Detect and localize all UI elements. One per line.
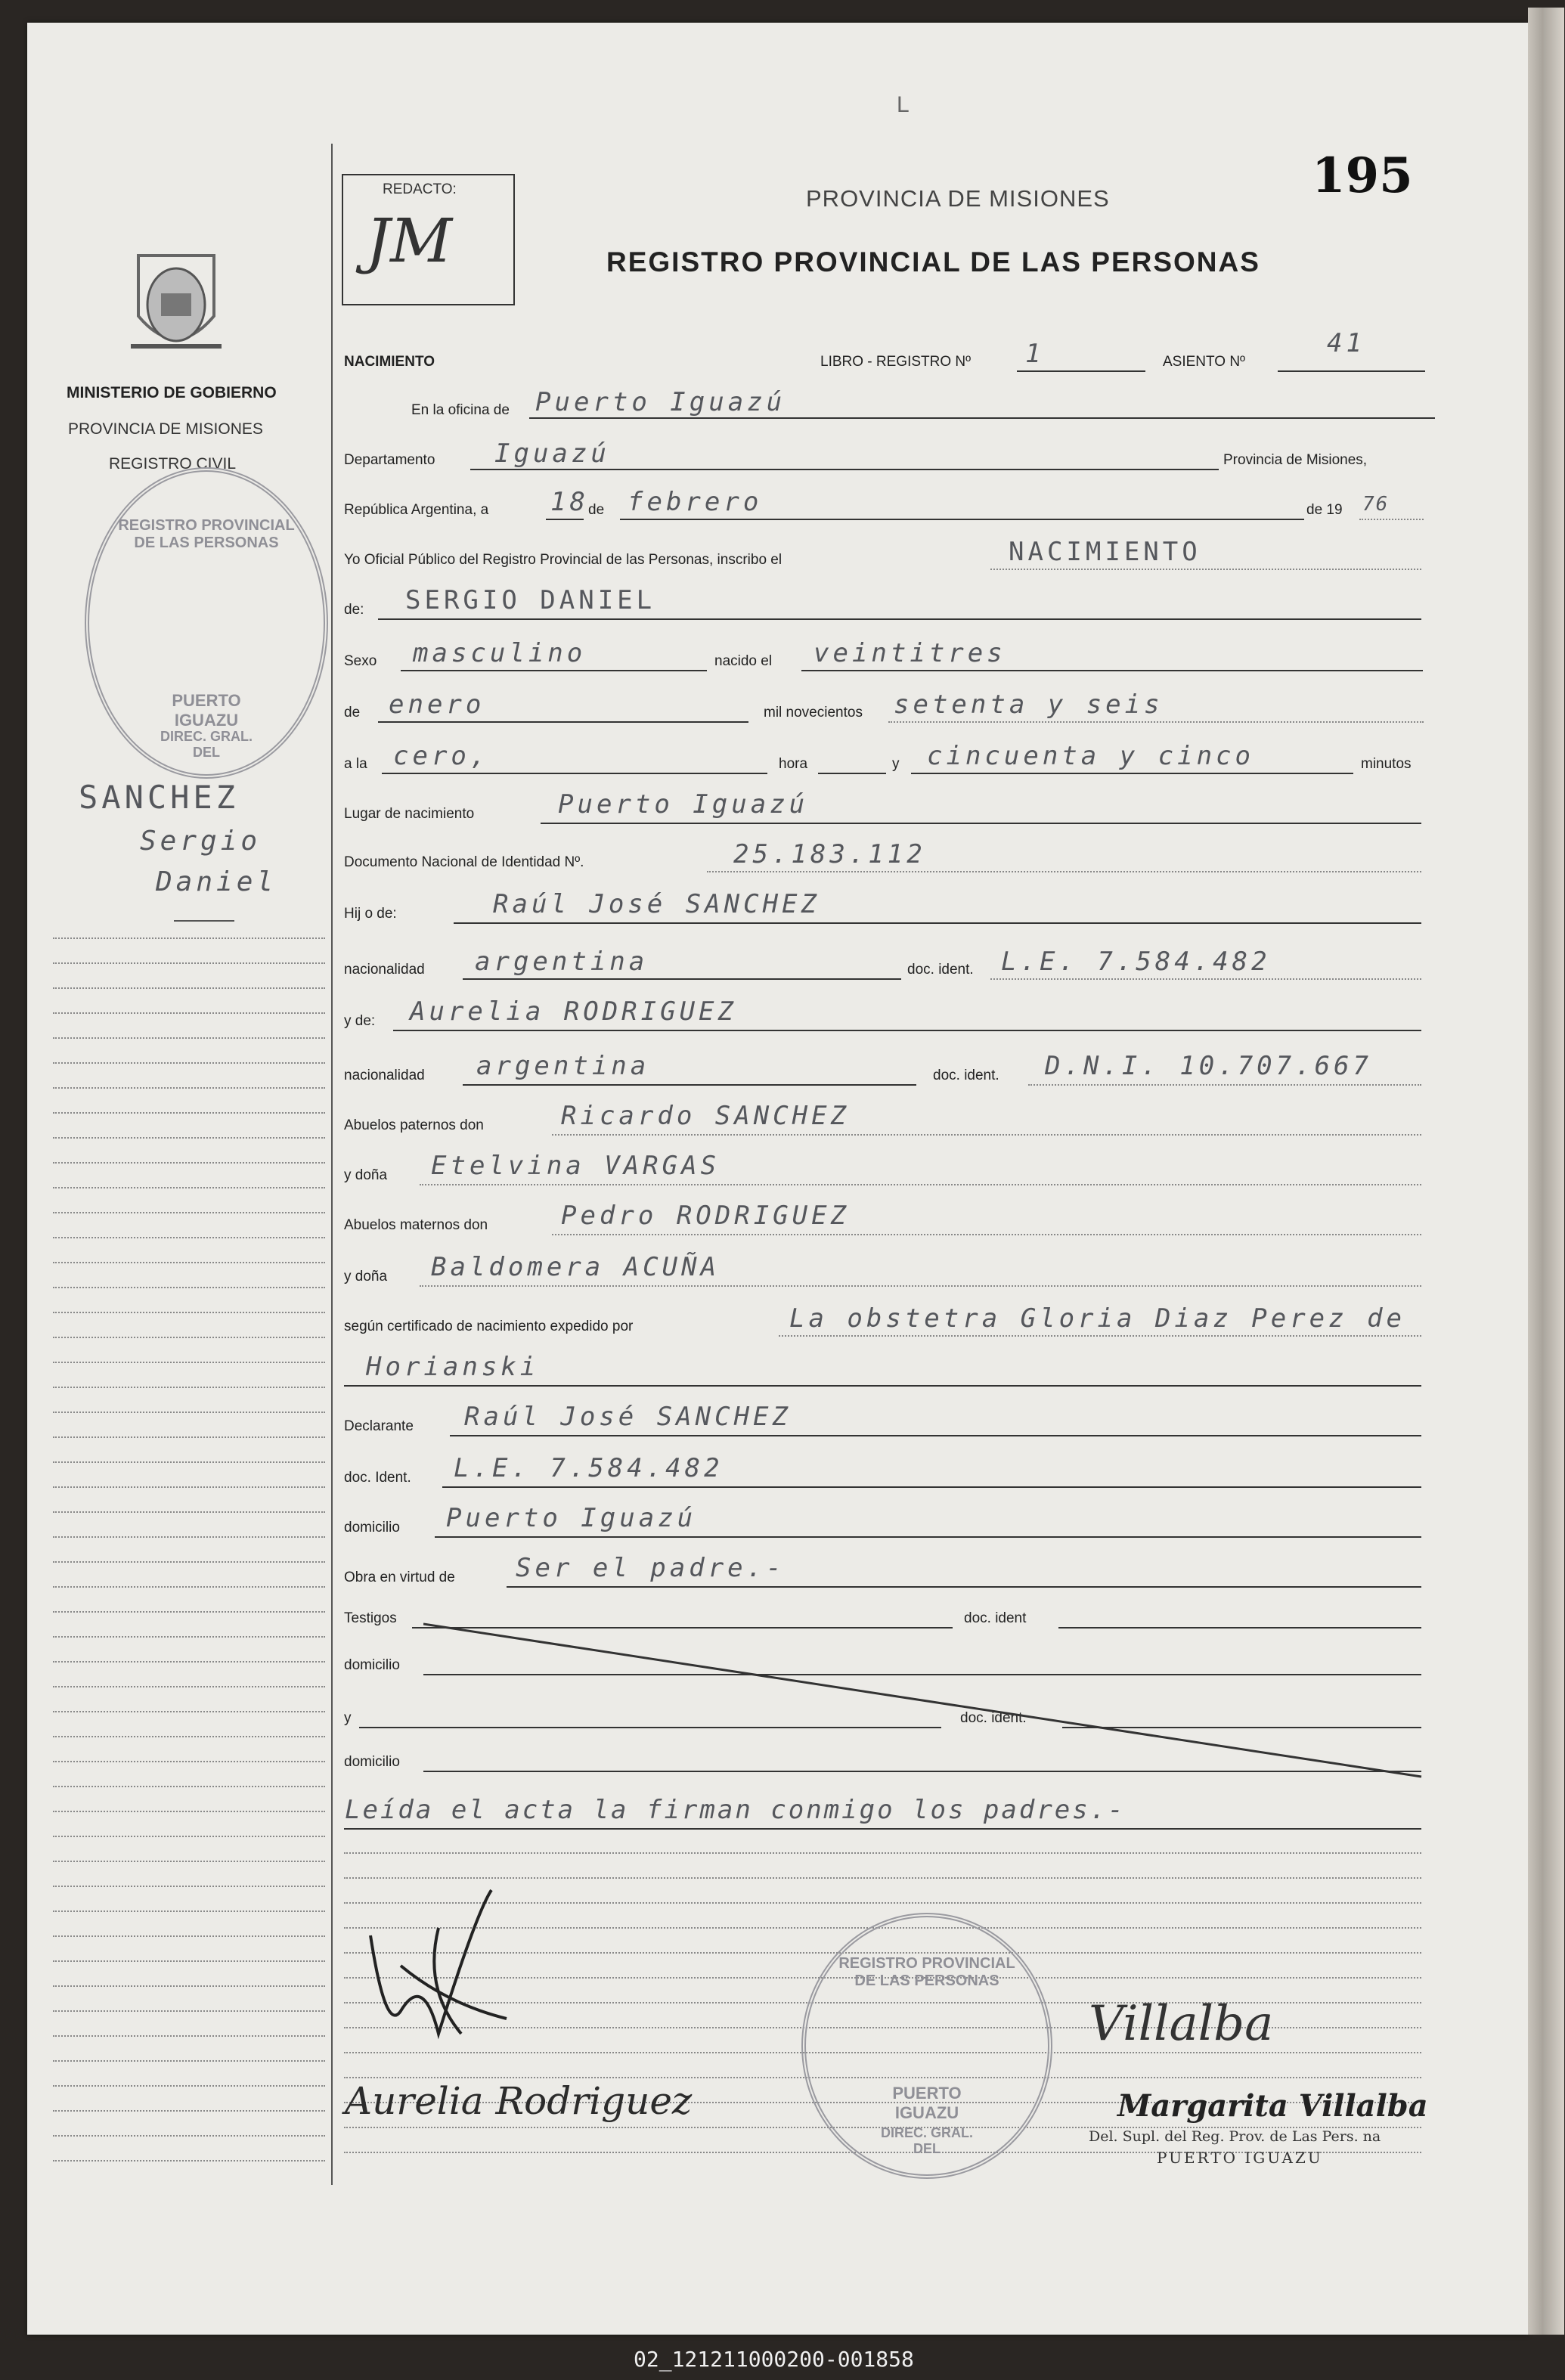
sidebar-civil-registry: REGISTRO CIVIL <box>109 455 237 473</box>
hijo-label: Hij o de: <box>344 906 397 922</box>
ruled-line <box>53 1886 325 1887</box>
ruled-line <box>344 1877 1421 1879</box>
mil-dots <box>888 721 1424 723</box>
a-la-label: a la <box>344 756 367 772</box>
anio-label: de 19 <box>1306 502 1343 518</box>
domicilio-line <box>435 1536 1421 1538</box>
ruled-line <box>53 1586 325 1588</box>
padre-line <box>454 922 1421 924</box>
ruled-line <box>53 1636 325 1638</box>
docid3-label: doc. Ident. <box>344 1470 411 1486</box>
testigos-label: Testigos <box>344 1610 397 1626</box>
official-signature: Villalba <box>1089 1996 1274 2052</box>
sidebar-ministry: MINISTERIO DE GOBIERNO <box>67 384 277 401</box>
docident-t1-label: doc. ident <box>964 1610 1027 1626</box>
cert-label: según certificado de nacimiento expedido por <box>344 1319 634 1334</box>
ruled-line <box>53 937 325 939</box>
ruled-line <box>53 1861 325 1862</box>
name-value: SERGIO DANIEL <box>405 585 656 615</box>
ruled-line <box>53 1686 325 1687</box>
cert-line-2 <box>344 1385 1421 1387</box>
stamp-left-city: PUERTO IGUAZU <box>172 691 241 730</box>
ruled-line <box>53 1212 325 1213</box>
abp-dots <box>552 1134 1421 1136</box>
registry-stamp-bottom <box>801 1913 1052 2179</box>
dni-label: Documento Nacional de Identidad Nº. <box>344 854 584 870</box>
de-mes-label: de <box>588 502 605 518</box>
ruled-line <box>53 2135 325 2137</box>
redacto-box <box>342 174 515 305</box>
docid2-dots <box>1028 1084 1421 1086</box>
padre-value: Raúl José SANCHEZ <box>493 889 820 919</box>
mes-line <box>620 519 1304 520</box>
hora-line <box>382 773 767 774</box>
stamp-bottom-outer: DIREC. GRAL. DEL <box>880 2125 973 2156</box>
nac1-value: argentina <box>475 947 649 977</box>
ruled-line <box>53 1761 325 1762</box>
domicilio-t2-label: domicilio <box>344 1754 400 1770</box>
ruled-line <box>53 1436 325 1438</box>
declarante-value: Raúl José SANCHEZ <box>464 1402 792 1432</box>
ruled-line <box>53 2110 325 2112</box>
madre-value: Aurelia RODRIGUEZ <box>410 996 737 1027</box>
registry-stamp-left <box>85 467 328 779</box>
ruled-line <box>53 1237 325 1238</box>
ruled-line <box>53 2085 325 2087</box>
declarante-label: Declarante <box>344 1418 414 1434</box>
provincia-label: Provincia de Misiones, <box>1223 452 1368 468</box>
mes-value: febrero <box>628 487 763 517</box>
stamp-bottom-text: REGISTRO PROVINCIAL DE LAS PERSONAS <box>838 1955 1015 1989</box>
nacido-line <box>801 670 1423 671</box>
sexo-label: Sexo <box>344 653 377 669</box>
libro-label: LIBRO - REGISTRO Nº <box>820 354 972 370</box>
docid3-value: L.E. 7.584.482 <box>454 1453 724 1483</box>
declarante-line <box>450 1435 1421 1436</box>
redacto-initials: JM <box>366 206 452 276</box>
ruled-line <box>53 1711 325 1712</box>
anio-dots <box>1359 519 1424 520</box>
ruled-line <box>53 1012 325 1014</box>
mil-label: mil novecientos <box>764 705 863 721</box>
margin-note-second: Daniel <box>156 866 277 897</box>
abp-dona-label: y doña <box>344 1167 388 1183</box>
domicilio-label: domicilio <box>344 1520 400 1536</box>
ruled-line <box>344 1852 1421 1854</box>
margin-note-first: Sergio <box>140 826 262 857</box>
abp-value: Ricardo SANCHEZ <box>561 1101 851 1131</box>
nac-mes-line <box>378 721 748 723</box>
sexo-value: masculino <box>413 638 587 668</box>
nac-de-label: de <box>344 705 361 721</box>
header-registry: REGISTRO PROVINCIAL DE LAS PERSONAS <box>606 246 1260 277</box>
page-edge <box>1528 8 1564 2335</box>
nac1-label: nacionalidad <box>344 962 425 978</box>
minutos-line <box>911 773 1353 774</box>
ruled-line <box>53 1187 325 1188</box>
docid1-value: L.E. 7.584.482 <box>1001 947 1271 977</box>
departamento-line <box>470 469 1219 470</box>
lugar-value: Puerto Iguazú <box>558 789 809 820</box>
top-mark: L <box>897 92 910 117</box>
ruled-line <box>53 1935 325 1937</box>
redacto-label: REDACTO: <box>383 181 457 197</box>
inscribo-dots <box>990 569 1421 570</box>
oficina-line <box>529 417 1435 419</box>
docid2-value: D.N.I. 10.707.667 <box>1045 1051 1372 1081</box>
ruled-line <box>53 1062 325 1064</box>
abm-dona-dots <box>420 1285 1421 1287</box>
obra-line <box>507 1586 1421 1588</box>
obra-value: Ser el padre.- <box>516 1553 786 1583</box>
ruled-line <box>53 1037 325 1039</box>
oficial-text: Yo Oficial Público del Registro Provincial de las Personas, inscribo el <box>344 552 782 568</box>
nacido-label: nacido el <box>714 653 773 669</box>
margin-line <box>331 144 333 2185</box>
stamp-left-text: REGISTRO PROVINCIAL DE LAS PERSONAS <box>118 517 295 551</box>
nac2-label: nacionalidad <box>344 1068 425 1083</box>
anio-value: 76 <box>1362 493 1390 516</box>
asiento-value: 41 <box>1327 328 1365 358</box>
abm-label: Abuelos maternos don <box>344 1217 488 1233</box>
ruled-line <box>53 1836 325 1837</box>
father-signature-icon <box>355 1883 537 2056</box>
official-city: PUERTO IGUAZU <box>1157 2149 1323 2167</box>
asiento-label: ASIENTO Nº <box>1163 354 1245 370</box>
ruled-line <box>53 1786 325 1787</box>
ruled-line <box>53 2060 325 2062</box>
domicilio-value: Puerto Iguazú <box>446 1503 697 1533</box>
nacido-value: veintitres <box>813 638 1006 668</box>
minutos-label: minutos <box>1361 756 1412 772</box>
ruled-line <box>53 2160 325 2162</box>
sidebar-province: PROVINCIA DE MISIONES <box>68 420 263 438</box>
cert-value-2: Horianski <box>366 1352 540 1382</box>
ruled-line <box>53 1137 325 1139</box>
ruled-line <box>53 1262 325 1263</box>
ruled-line <box>53 1087 325 1089</box>
cert-dots <box>779 1335 1421 1337</box>
abm-value: Pedro RODRIGUEZ <box>561 1201 851 1231</box>
page-number: 195 <box>1312 147 1413 204</box>
madre-line <box>393 1030 1421 1031</box>
hora-line2 <box>818 773 886 774</box>
obra-label: Obra en virtud de <box>344 1570 455 1585</box>
abp-dona-value: Etelvina VARGAS <box>431 1151 721 1181</box>
ruled-line <box>53 1661 325 1663</box>
sexo-line <box>401 670 707 671</box>
ruled-line <box>53 1536 325 1538</box>
nacimiento-heading: NACIMIENTO <box>344 354 435 370</box>
hora-value: cero, <box>393 741 490 771</box>
hora-label: hora <box>779 756 808 772</box>
ruled-line <box>53 1511 325 1513</box>
nac-mes-value: enero <box>389 690 485 720</box>
dni-dots <box>707 871 1421 872</box>
leida-line <box>344 1828 1421 1830</box>
lugar-line <box>541 823 1421 824</box>
document-page <box>27 23 1528 2335</box>
testigos-strike-line <box>423 1610 1429 1784</box>
abm-dots <box>552 1234 1421 1235</box>
ruled-line <box>53 1112 325 1114</box>
abm-dona-label: y doña <box>344 1269 388 1285</box>
oficina-label: En la oficina de <box>411 402 510 418</box>
ruled-line <box>53 1412 325 1413</box>
dia-line <box>546 519 584 520</box>
y-minutos-label: y <box>892 756 900 772</box>
y-t-label: y <box>344 1710 352 1726</box>
name-label: de: <box>344 602 364 618</box>
cert-value: La obstetra Gloria Diaz Perez de <box>789 1303 1406 1334</box>
inscribo-value: NACIMIENTO <box>1009 537 1201 567</box>
docid2-label: doc. ident. <box>933 1068 999 1083</box>
libro-value: 1 <box>1025 339 1045 369</box>
ruled-line <box>53 2010 325 2012</box>
oficina-value: Puerto Iguazú <box>535 387 786 417</box>
ruled-line <box>53 1985 325 1987</box>
ruled-line <box>53 1486 325 1488</box>
abp-dona-dots <box>420 1184 1421 1185</box>
asiento-line <box>1278 370 1425 372</box>
ruled-line <box>53 1162 325 1164</box>
margin-note-underline <box>174 920 234 922</box>
ruled-line <box>53 1312 325 1313</box>
minutos-value: cincuenta y cinco <box>927 741 1254 771</box>
dni-value: 25.183.112 <box>733 839 926 869</box>
nac2-line <box>463 1084 916 1086</box>
ruled-line <box>53 1911 325 1912</box>
coat-of-arms-icon <box>123 248 229 369</box>
ruled-line <box>53 1736 325 1737</box>
stamp-left-outer: DIREC. GRAL. DEL <box>160 729 253 760</box>
name-line <box>378 618 1421 620</box>
official-title: Del. Supl. del Reg. Prov. de Las Pers. na <box>1089 2128 1381 2145</box>
mil-value: setenta y seis <box>894 690 1164 720</box>
lugar-label: Lugar de nacimiento <box>344 806 475 822</box>
mother-signature: Aurelia Rodriguez <box>345 2079 693 2123</box>
margin-note-surname: SANCHEZ <box>79 779 240 816</box>
ruled-line <box>53 962 325 964</box>
ruled-line <box>53 1461 325 1463</box>
leida-value: Leída el acta la firman conmigo los padres.- <box>345 1795 1126 1825</box>
yde-label: y de: <box>344 1013 376 1029</box>
ruled-line <box>53 1287 325 1288</box>
docident-t2-label: doc. ident. <box>960 1710 1027 1726</box>
ruled-line <box>53 1362 325 1363</box>
ruled-line <box>53 987 325 989</box>
nac2-value: argentina <box>476 1051 650 1081</box>
departamento-label: Departamento <box>344 452 435 468</box>
file-id: 02_121211000200-001858 <box>634 2347 914 2372</box>
domicilio-t1-label: domicilio <box>344 1657 400 1673</box>
ruled-line <box>53 1561 325 1563</box>
abp-label: Abuelos paternos don <box>344 1117 484 1133</box>
ruled-line <box>53 1337 325 1338</box>
docid1-label: doc. ident. <box>907 962 974 978</box>
ruled-line <box>53 1811 325 1812</box>
dia-value: 18 <box>550 487 589 517</box>
libro-line <box>1017 370 1145 372</box>
nac1-line <box>463 978 901 980</box>
docid1-dots <box>990 978 1421 980</box>
departamento-value: Iguazú <box>494 439 610 469</box>
ruled-line <box>53 1387 325 1388</box>
stamp-bottom-city: PUERTO IGUAZU <box>892 2084 962 2122</box>
header-province: PROVINCIA DE MISIONES <box>806 185 1110 212</box>
abm-dona-value: Baldomera ACUÑA <box>431 1252 721 1282</box>
ruled-line <box>53 2035 325 2037</box>
republica-label: República Argentina, a <box>344 502 489 518</box>
official-name: Margarita Villalba <box>1117 2088 1428 2124</box>
ruled-line <box>53 1611 325 1613</box>
docid3-line <box>442 1486 1421 1488</box>
ruled-line <box>53 1960 325 1962</box>
